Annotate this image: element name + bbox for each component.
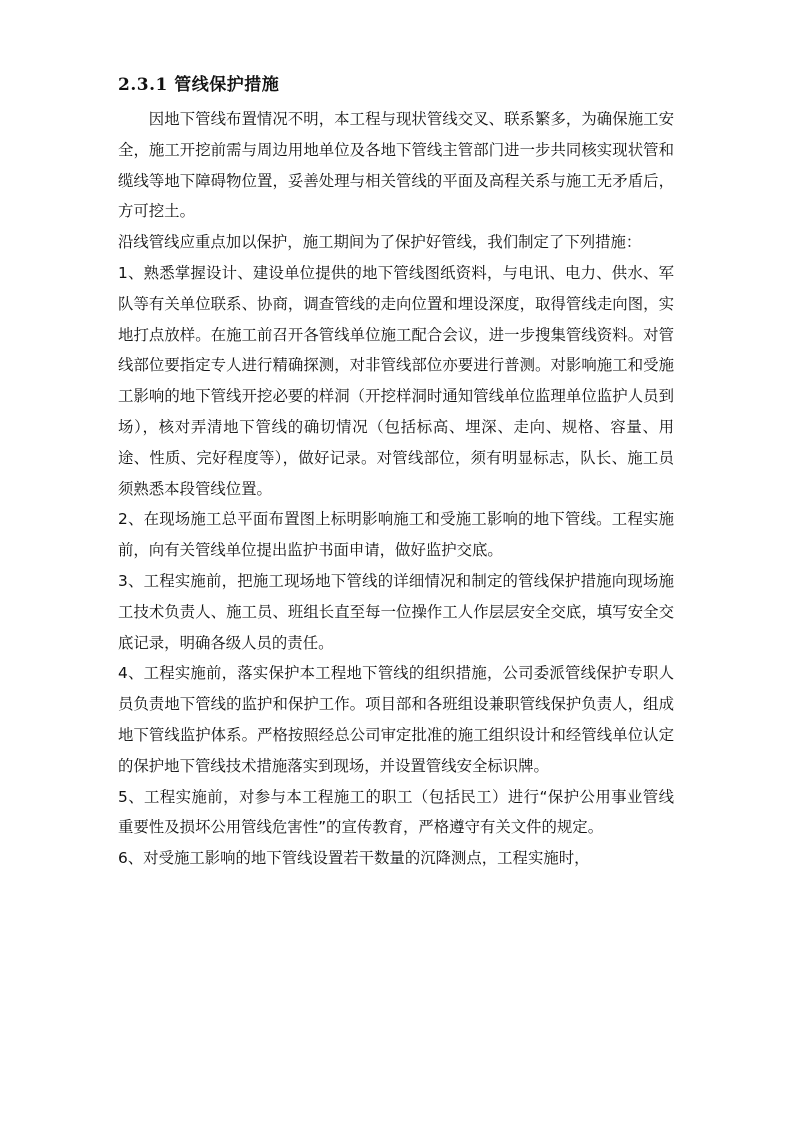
lead-paragraph: 沿线管线应重点加以保护，施工期间为了保护好管线，我们制定了下列措施： (118, 233, 642, 252)
measure-item-3: 3、工程实施前，把施工现场地下管线的详细情况和制定的管线保护措施向现场施工技术负责人、施工员、班组长直至每一位操作工人作层层安全交底，填写安全交底记录，明确各级人员的责任。 (118, 571, 674, 652)
measure-item-1: 1、熟悉掌握设计、建设单位提供的地下管线图纸资料，与电讯、电力、供水、军队等有关单位联系、协商，调查管线的走向位置和埋设深度，取得管线走向图，实地打点放样。在施工前召开各管线单位施工配合会议，进一步搜集管线资料。对管线部位要指定专人进行精确探测，对非管线部位亦要进行普测。对影响施工和受施工影响的地下管线开挖必要的样洞（开挖样洞时通知管线单位监理单位监护人员到场），核对弄清地下管线的确切情况（包括标高、埋深、走向、规格、容量、用途、性质、完好程度等），做好记录。对管线部位，须有明显标志，队长、施工员须熟悉本段管线位置。 (118, 263, 674, 498)
intro-paragraph: 因地下管线布置情况不明，本工程与现状管线交叉、联系繁多，为确保施工安全，施工开挖前需与周边用地单位及各地下管线主管部门进一步共同核实现状管和缆线等地下障碍物位置，妥善处理与相关管线的平面及高程关系与施工无矛盾后，方可挖土。 (118, 110, 674, 221)
document-page (118, 72, 674, 874)
measure-item-4: 4、工程实施前，落实保护本工程地下管线的组织措施，公司委派管线保护专职人员负责地下管线的监护和保护工作。项目部和各班组设兼职管线保护负责人，组成地下管线监护体系。严格按照经总公司审定批准的施工组织设计和经管线单位认定的保护地下管线技术措施落实到现场，并设置管线安全标识牌。 (118, 664, 674, 775)
measure-item-2: 2、在现场施工总平面布置图上标明影响施工和受施工影响的地下管线。工程实施前，向有关管线单位提出监护书面申请，做好监护交底。 (118, 510, 674, 560)
section-heading: 2.3.1 管线保护措施 (118, 75, 280, 95)
measure-item-5: 5、工程实施前，对参与本工程施工的职工（包括民工）进行“保护公用事业管线重要性及损坏公用管线危害性”的宣传教育，严格遵守有关文件的规定。 (118, 787, 674, 837)
measure-item-6: 6、对受施工影响的地下管线设置若干数量的沉降测点，工程实施时， (118, 849, 590, 868)
